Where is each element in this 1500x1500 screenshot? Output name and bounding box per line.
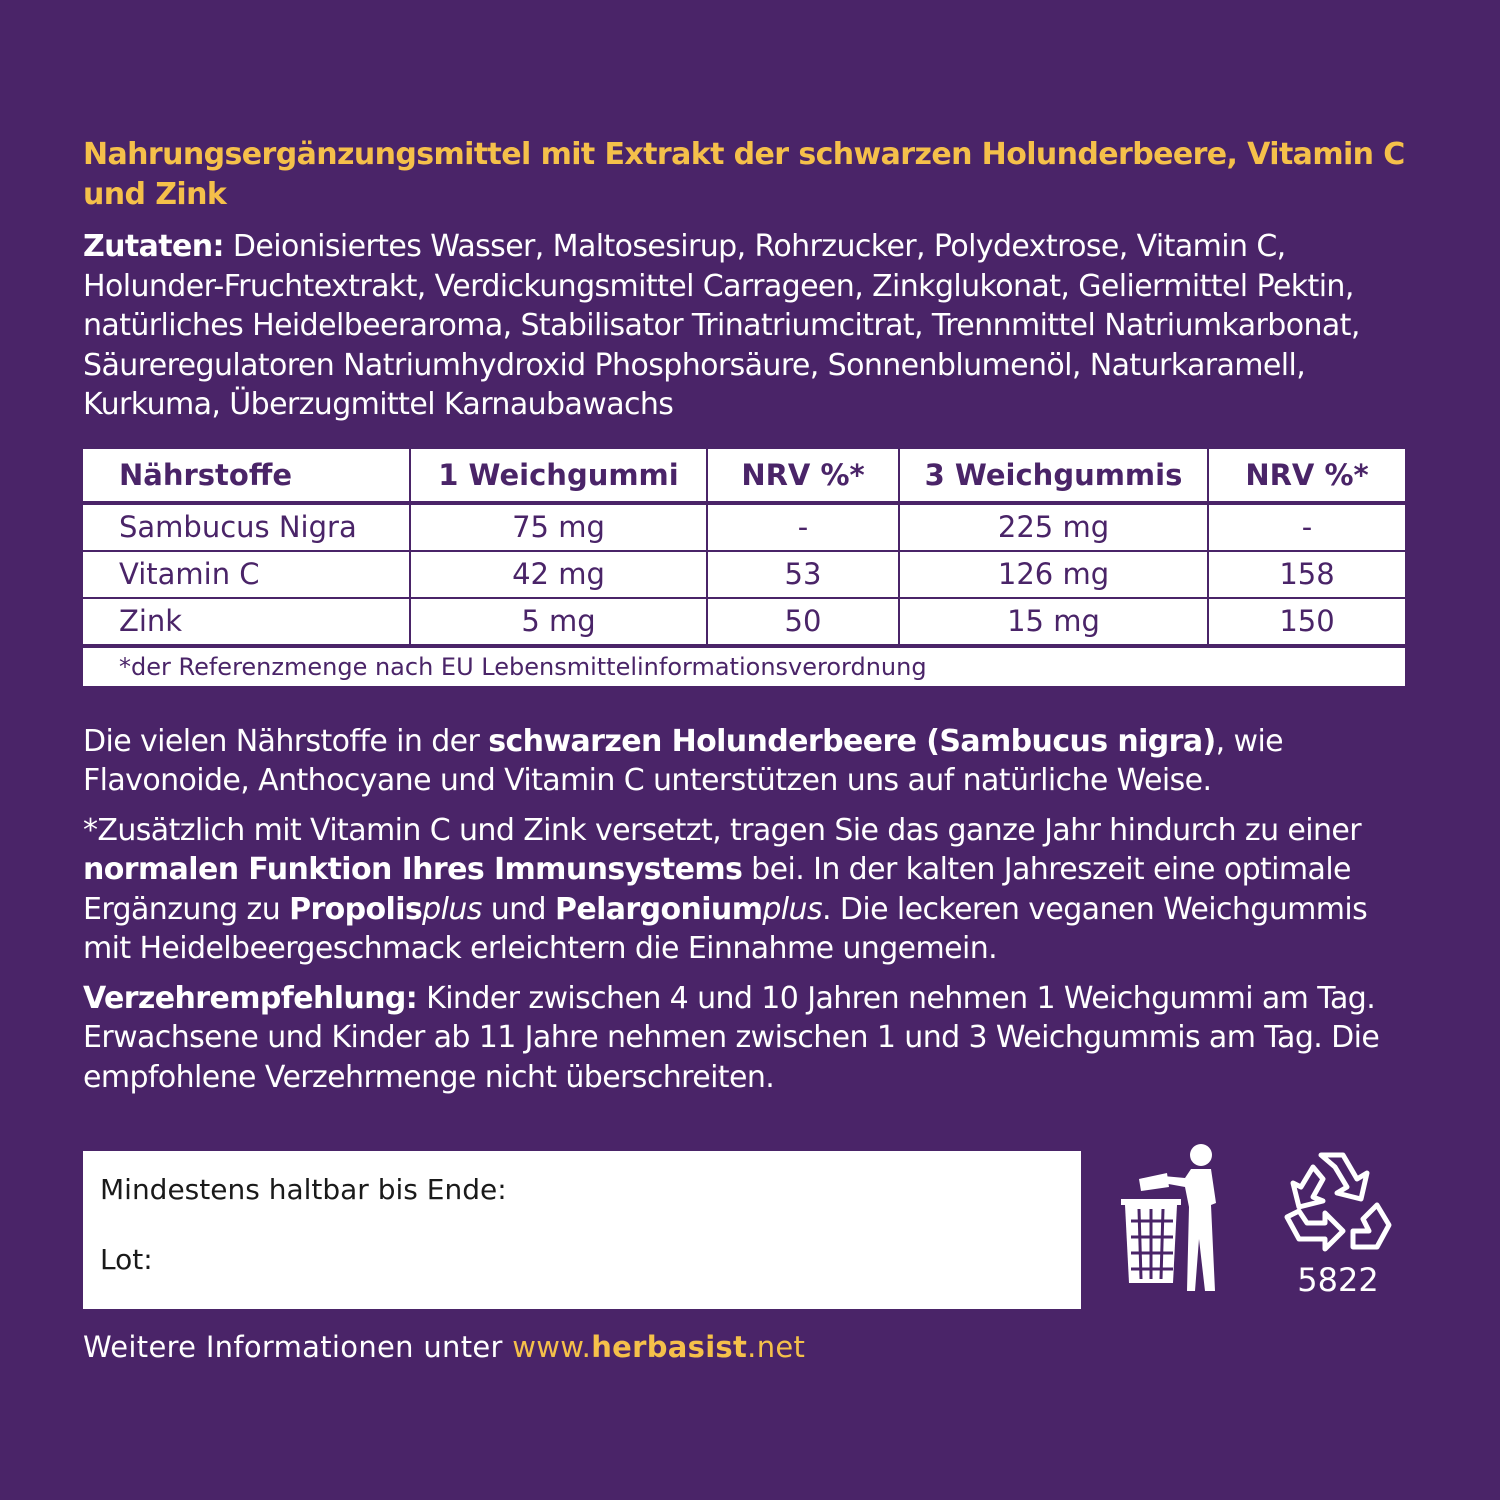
header-1-weichgummi: 1 Weichgummi <box>410 449 707 503</box>
header-3-weichgummis: 3 Weichgummis <box>899 449 1208 503</box>
text-span: und <box>481 891 555 927</box>
cell-nutrient: Zink <box>83 598 410 646</box>
cell-nrv-1: 50 <box>707 598 899 646</box>
bold-span: normalen Funktion Ihres Immunsystems <box>83 852 743 887</box>
best-before-box <box>83 1151 1081 1309</box>
text-span: *Zusätzlich mit Vitamin C und Zink versetzt, tragen Sie das ganze Jahr hindurch zu einer <box>83 812 1362 848</box>
ingredients-paragraph <box>83 227 1405 425</box>
cell-nrv-1: 53 <box>707 551 899 598</box>
cell-amount-3: 225 mg <box>899 503 1208 551</box>
cell-nrv-3: - <box>1208 503 1405 551</box>
italic-span: plus <box>762 891 822 927</box>
recycle-icon <box>1273 1143 1403 1263</box>
cell-nutrient: Vitamin C <box>83 551 410 598</box>
dosage-text: Kinder zwischen 4 und 10 Jahren nehmen 1 Weichgummi am Tag. Erwachsene und Kinder ab 11 Jahre nehmen zwischen 1 und 3 Weichgummis am Tag. Die empfohlene Verzehrmenge nicht überschreiten. <box>83 980 1380 1095</box>
text-span: , wie Flavonoide, Anthocyane und Vitamin C unterstützen uns auf natürliche Weise. <box>83 723 1284 798</box>
bold-span: schwarzen Holunderbeere (Sambucus nigra) <box>488 723 1216 759</box>
table-row <box>83 598 1405 646</box>
table-header-row <box>83 449 1405 503</box>
italic-span: plus <box>422 891 482 927</box>
header-naehrstoffe: Nährstoffe <box>83 449 410 503</box>
url-part: www. <box>512 1330 592 1364</box>
cell-nrv-3: 150 <box>1208 598 1405 646</box>
text-span: . Die leckeren veganen Weichgummis mit Heidelbeergeschmack erleichtern die Einnahme ungemein. <box>83 891 1368 966</box>
nutrition-table <box>83 449 1405 686</box>
table-footnote-row <box>83 646 1405 686</box>
ingredients-text: Deionisiertes Wasser, Maltosesirup, Rohrzucker, Polydextrose, Vitamin C, Holunder-Fruchtextrakt, Verdickungsmittel Carrageen, Zinkglukonat, Geliermittel Pektin, natürliches Heidelbeeraroma, Stabilisator Trinatriumcitrat, Trennmittel Natriumkarbonat, Säureregulatoren Natriumhydroxid Phosphorsäure, Sonnenblumenöl, Naturkaramell, Kurkuma, Überzugmittel Karnaubawachs <box>83 229 1360 422</box>
text-span: Die vielen Nährstoffe in der <box>83 723 489 759</box>
recycle-code: 5822 <box>1297 1261 1379 1299</box>
cell-nrv-3: 158 <box>1208 551 1405 598</box>
bold-span: Propolis <box>289 891 423 927</box>
description <box>83 722 1405 1098</box>
description-paragraph-1 <box>83 722 1405 801</box>
footer-prefix: Weitere Informationen unter <box>83 1330 513 1364</box>
dosage-paragraph <box>83 979 1405 1098</box>
url-brand: herbasist <box>591 1330 748 1364</box>
footer-info <box>83 1330 805 1364</box>
ingredients-label: Zutaten: <box>83 229 224 264</box>
product-headline: Nahrungsergänzungsmittel mit Extrakt der schwarzen Holunderbeere, Vitamin C und Zink <box>83 137 1405 212</box>
cell-amount-3: 126 mg <box>899 551 1208 598</box>
lot-label: Lot: <box>100 1243 153 1276</box>
cell-amount-1: 5 mg <box>410 598 707 646</box>
label-content <box>83 135 1405 1097</box>
table-footnote: *der Referenzmenge nach EU Lebensmittelinformationsverordnung <box>83 646 1405 686</box>
cell-amount-1: 75 mg <box>410 503 707 551</box>
footer-url-link[interactable] <box>512 1330 805 1364</box>
bold-span: Pelargonium <box>554 891 763 927</box>
bottom-section <box>83 1151 1405 1311</box>
best-before-label: Mindestens haltbar bis Ende: <box>100 1173 507 1206</box>
cell-nrv-1: - <box>707 503 899 551</box>
table-row <box>83 551 1405 598</box>
url-part: .net <box>747 1330 806 1364</box>
cell-amount-1: 42 mg <box>410 551 707 598</box>
trash-disposal-icon <box>1119 1143 1239 1293</box>
table-row <box>83 503 1405 551</box>
text-span: bei. In der kalten Jahreszeit eine optimale Ergänzung zu <box>83 852 1351 927</box>
cell-nutrient: Sambucus Nigra <box>83 503 410 551</box>
dosage-label: Verzehrempfehlung: <box>83 980 418 1016</box>
cell-amount-3: 15 mg <box>899 598 1208 646</box>
header-nrv-3: NRV %* <box>1208 449 1405 503</box>
description-paragraph-2 <box>83 811 1405 969</box>
header-nrv-1: NRV %* <box>707 449 899 503</box>
